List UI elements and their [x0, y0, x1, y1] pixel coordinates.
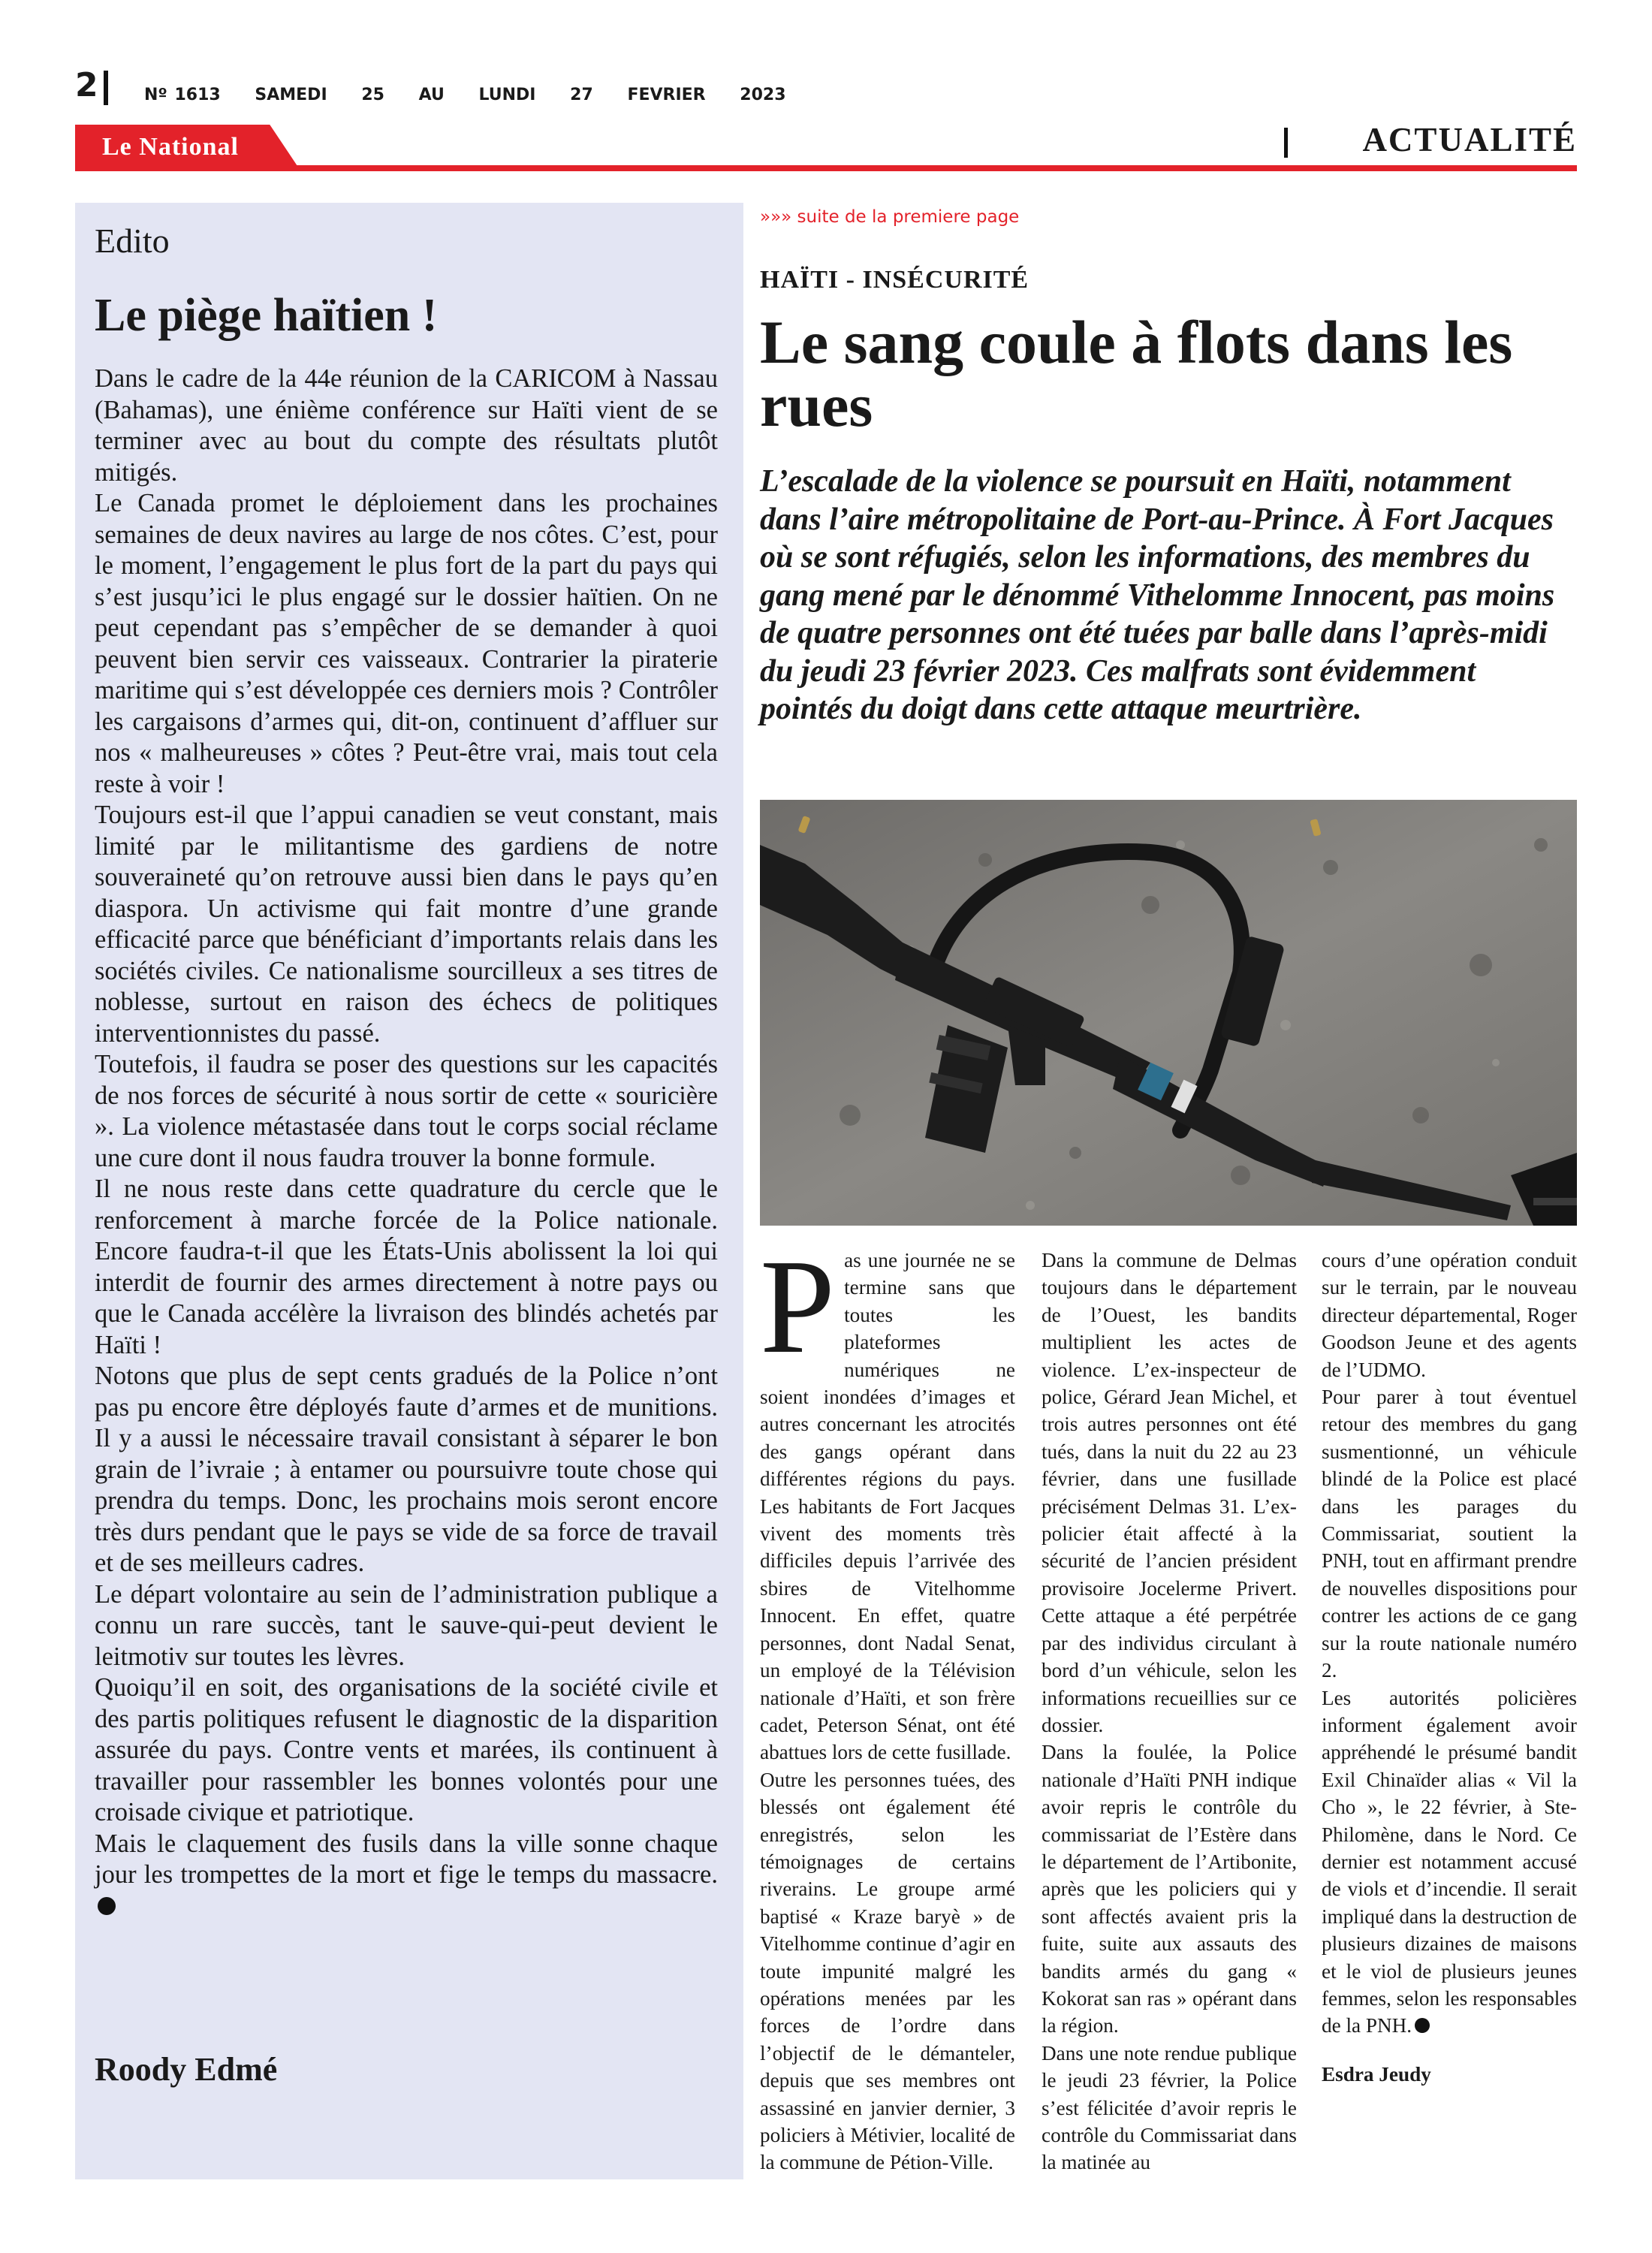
drop-cap: P	[760, 1232, 836, 1381]
date-word: 27	[570, 86, 593, 104]
edito-author: Roody Edmé	[95, 2051, 278, 2088]
edito-paragraph-text: Mais le claquement des fusils dans la ville sonne chaque jour les trompettes de la mort et fige le temps du massacre.	[95, 1829, 718, 1889]
article-paragraph: Dans la foulée, la Police nationale d’Haïti PNH indique avoir repris le contrôle du commissariat de l’Estère dans le département de l’Artibonite, après que les policiers qui y sont affectés avaient pris la fuite, suite aux assauts des bandits armés du gang « Kokorat san ras » opérant dans la région.	[1042, 1741, 1297, 2037]
header-rule	[75, 165, 1577, 171]
rifle-photo-illustration	[760, 800, 1577, 1226]
page-number-divider	[104, 71, 108, 105]
edito-paragraph: Quoiqu’il en soit, des organisations de la société civile et des partis politiques refusent le diagnostic de la disparition assurée du pays. Contre vents et marées, ils continuent à travailler pour rassembler les bonnes volontés pour une croisade civique et patriotique.	[95, 1673, 718, 1826]
publication-name: Le National	[102, 133, 239, 161]
article-paragraph: cours d’une opération conduit sur le terrain, par le nouveau directeur départemental, Roger Goodson Jeune et des agents de l’UDMO.	[1322, 1249, 1577, 1381]
section-title: ACTUALITÉ	[1362, 121, 1577, 158]
edito-paragraph: Il ne nous reste dans cette quadrature du cercle que le renforcement à marche forcée de la Police nationale. Encore faudra-t-il que les États-Unis abolissent la loi qui interdit de fournir des armes directement à notre pays ou que le Canada accélère la livraison des blindés achetés par Haïti !	[95, 1175, 718, 1359]
date-word: LUNDI	[478, 86, 536, 104]
article-paragraph: Outre les personnes tuées, des blessés ont également été enregistrés, selon les témoignages de certains riverains. Le groupe armé baptisé « Kraze baryè » de Vitelhomme continue d’agir en toute impunité malgré les opérations menées par les forces de l’ordre dans l’objectif de le démanteler, depuis que ses membres ont assassiné en janvier dernier, 3 policiers à Métivier, localité de la commune de Pétion-Ville.	[760, 1768, 1015, 2174]
continuation-note: »»» suite de la premiere page	[760, 207, 1020, 227]
page-number: 2	[75, 66, 98, 104]
section-divider	[1284, 128, 1288, 158]
date-word: AU	[418, 86, 445, 104]
article-paragraph-text: as une journée ne se termine sans que toutes les plateformes numériques ne soient inondées d’images et autres concernant les atrocités des gangs opérant dans différentes régions du pays. Les habitants de Fort Jacques vivent des moments très difficiles depuis l’arrivée des sbires de Vitelhomme Innocent. En effet, quatre personnes, dont Nadal Senat, un employé de la Télévision nationale d’Haïti, et son frère cadet, Peterson Sénat, ont été abattues lors de cette fusillade.	[760, 1249, 1015, 1764]
article-lead: L’escalade de la violence se poursuit en Haïti, notamment dans l’aire métropolitaine de Port-au-Prince. À Fort Jacques où se sont réfugiés, selon les informations, des membres du gang mené par le dénommé Vithelomme Innocent, pas moins de quatre personnes ont été tuées par balle dans l’après-midi du jeudi 23 février 2023. Ces malfrats sont évidemment pointés du doigt dans cette attaque meurtrière.	[760, 464, 1555, 726]
date-word: 25	[361, 86, 384, 104]
issue-number: Nº 1613	[144, 86, 221, 104]
edito-paragraph: Dans le cadre de la 44e réunion de la CARICOM à Nassau (Bahamas), une énième conférence sur Haïti vient de se terminer avec au bout du compte des résultats plutôt mitigés.	[95, 364, 718, 487]
article-paragraph: Dans la commune de Delmas toujours dans le département de l’Ouest, les bandits multiplient les actes de violence. L’ex-inspecteur de police, Gérard Jean Michel, et trois autres personnes ont été tués, dans la nuit du 22 au 23 février, dans une fusillade précisément Delmas 31. L’ex-policier était affecté à la sécurité de l’ancien président provisoire Jocelerme Privert. Cette attaque a été perpétrée par des individus circulant à bord d’un véhicule, selon les informations recueillies sur ce dossier.	[1042, 1249, 1297, 1736]
issue-dateline	[144, 86, 813, 104]
article-column-3	[1322, 1247, 1577, 2088]
article-paragraph: Pour parer à tout éventuel retour des membres du gang susmentionné, un véhicule blindé de la Police est placé dans les parages du Commissariat, soutient la PNH, tout en affirmant prendre de nouvelles dispositions pour contrer les actions de ce gang sur la route nationale numéro 2.	[1322, 1386, 1578, 1682]
date-word: 2023	[740, 86, 786, 104]
edito-body	[95, 363, 718, 1922]
end-mark-icon	[1415, 2018, 1430, 2033]
edito-paragraph: Le départ volontaire au sein de l’administration publique a connu un rare succès, tant le sauve-qui-peut devient le leitmotiv sur toutes les lèvres.	[95, 1579, 718, 1671]
article-kicker: HAÏTI - INSÉCURITÉ	[760, 266, 1029, 294]
end-mark-icon	[98, 1897, 116, 1915]
date-word: SAMEDI	[255, 86, 327, 104]
article-column-2	[1042, 1247, 1297, 2176]
edito-paragraph: Notons que plus de sept cents gradués de la Police n’ont pas pu encore être déployés faute d’armes et de munitions. Il y a aussi le nécessaire travail consistant à séparer le bon grain de l’ivraie ; à entamer ou poursuivre toute chose qui prendra du temps. Donc, les prochains mois seront encore très durs pendant que le pays se vide de sa force de travail et de ses meilleurs cadres.	[95, 1362, 718, 1577]
edito-paragraph-last	[95, 1829, 718, 1923]
article-paragraph-text: Les autorités policières informent également avoir appréhendé le présumé bandit Exil Chinaïder alias « Vil la Cho », le 22 février, à Ste-Philomène, dans le Nord. Ce dernier est notamment accusé de viols et d’incendie. Il serait impliqué dans la destruction de plusieurs dizaines de maisons et le viol de plusieurs jeunes femmes, selon les responsables de la PNH.	[1322, 1686, 1577, 2037]
edito-paragraph: Toujours est-il que l’appui canadien se veut constant, mais limité par le militantisme des gardiens de notre souveraineté qu’on retrouve aussi bien dans le pays qu’en diaspora. Un activisme qui fait montre d’une grande efficacité parce que bénéficiant d’importants relais dans les sociétés civiles. Ce nationalisme sourcilleux a ses titres de noblesse, surtout en raison des échecs de politiques interventionnistes du passé.	[95, 801, 718, 1048]
edito-paragraph: Toutefois, il faudra se poser des questions sur les capacités de nos forces de sécurité à nous sortir de cette « souricière ». La violence métastasée dans tout le corps social réclame une cure dont il nous faudra trouver la bonne formule.	[95, 1050, 718, 1172]
article-paragraph-last	[1322, 1684, 1577, 2040]
article-headline: Le sang coule à flots dans les rues	[760, 308, 1513, 439]
article-author: Esdra Jeudy	[1322, 2062, 1431, 2086]
article-paragraph: Dans une note rendue publique le jeudi 23 février, la Police s’est félicitée d’avoir repris le contrôle du Commissariat dans la matinée au	[1042, 2041, 1297, 2174]
edito-paragraph: Le Canada promet le déploiement dans les prochaines semaines de deux navires au large de nos côtes. C’est, pour le moment, l’engagement le plus fort de la part du pays qui s’est jusqu’ici le plus engagé sur le dossier haïtien. On ne peut cependant pas s’empêcher de se demander à quoi peuvent bien servir ces vaisseaux. Contrarier la piraterie maritime qui s’est développée ces derniers mois ? Contrôler les cargaisons d’armes qui, dit-on, continuent d’affluer sur nos « malheureuses » côtes ? Peut-être vrai, mais tout cela reste à voir !	[95, 489, 718, 798]
article-photo	[760, 800, 1577, 1226]
date-word: FEVRIER	[627, 86, 706, 104]
edito-label: Edito	[95, 222, 170, 260]
article-paragraph	[760, 1232, 1015, 1766]
edito-title: Le piège haïtien !	[95, 290, 438, 341]
article-column-1	[760, 1232, 1015, 2176]
